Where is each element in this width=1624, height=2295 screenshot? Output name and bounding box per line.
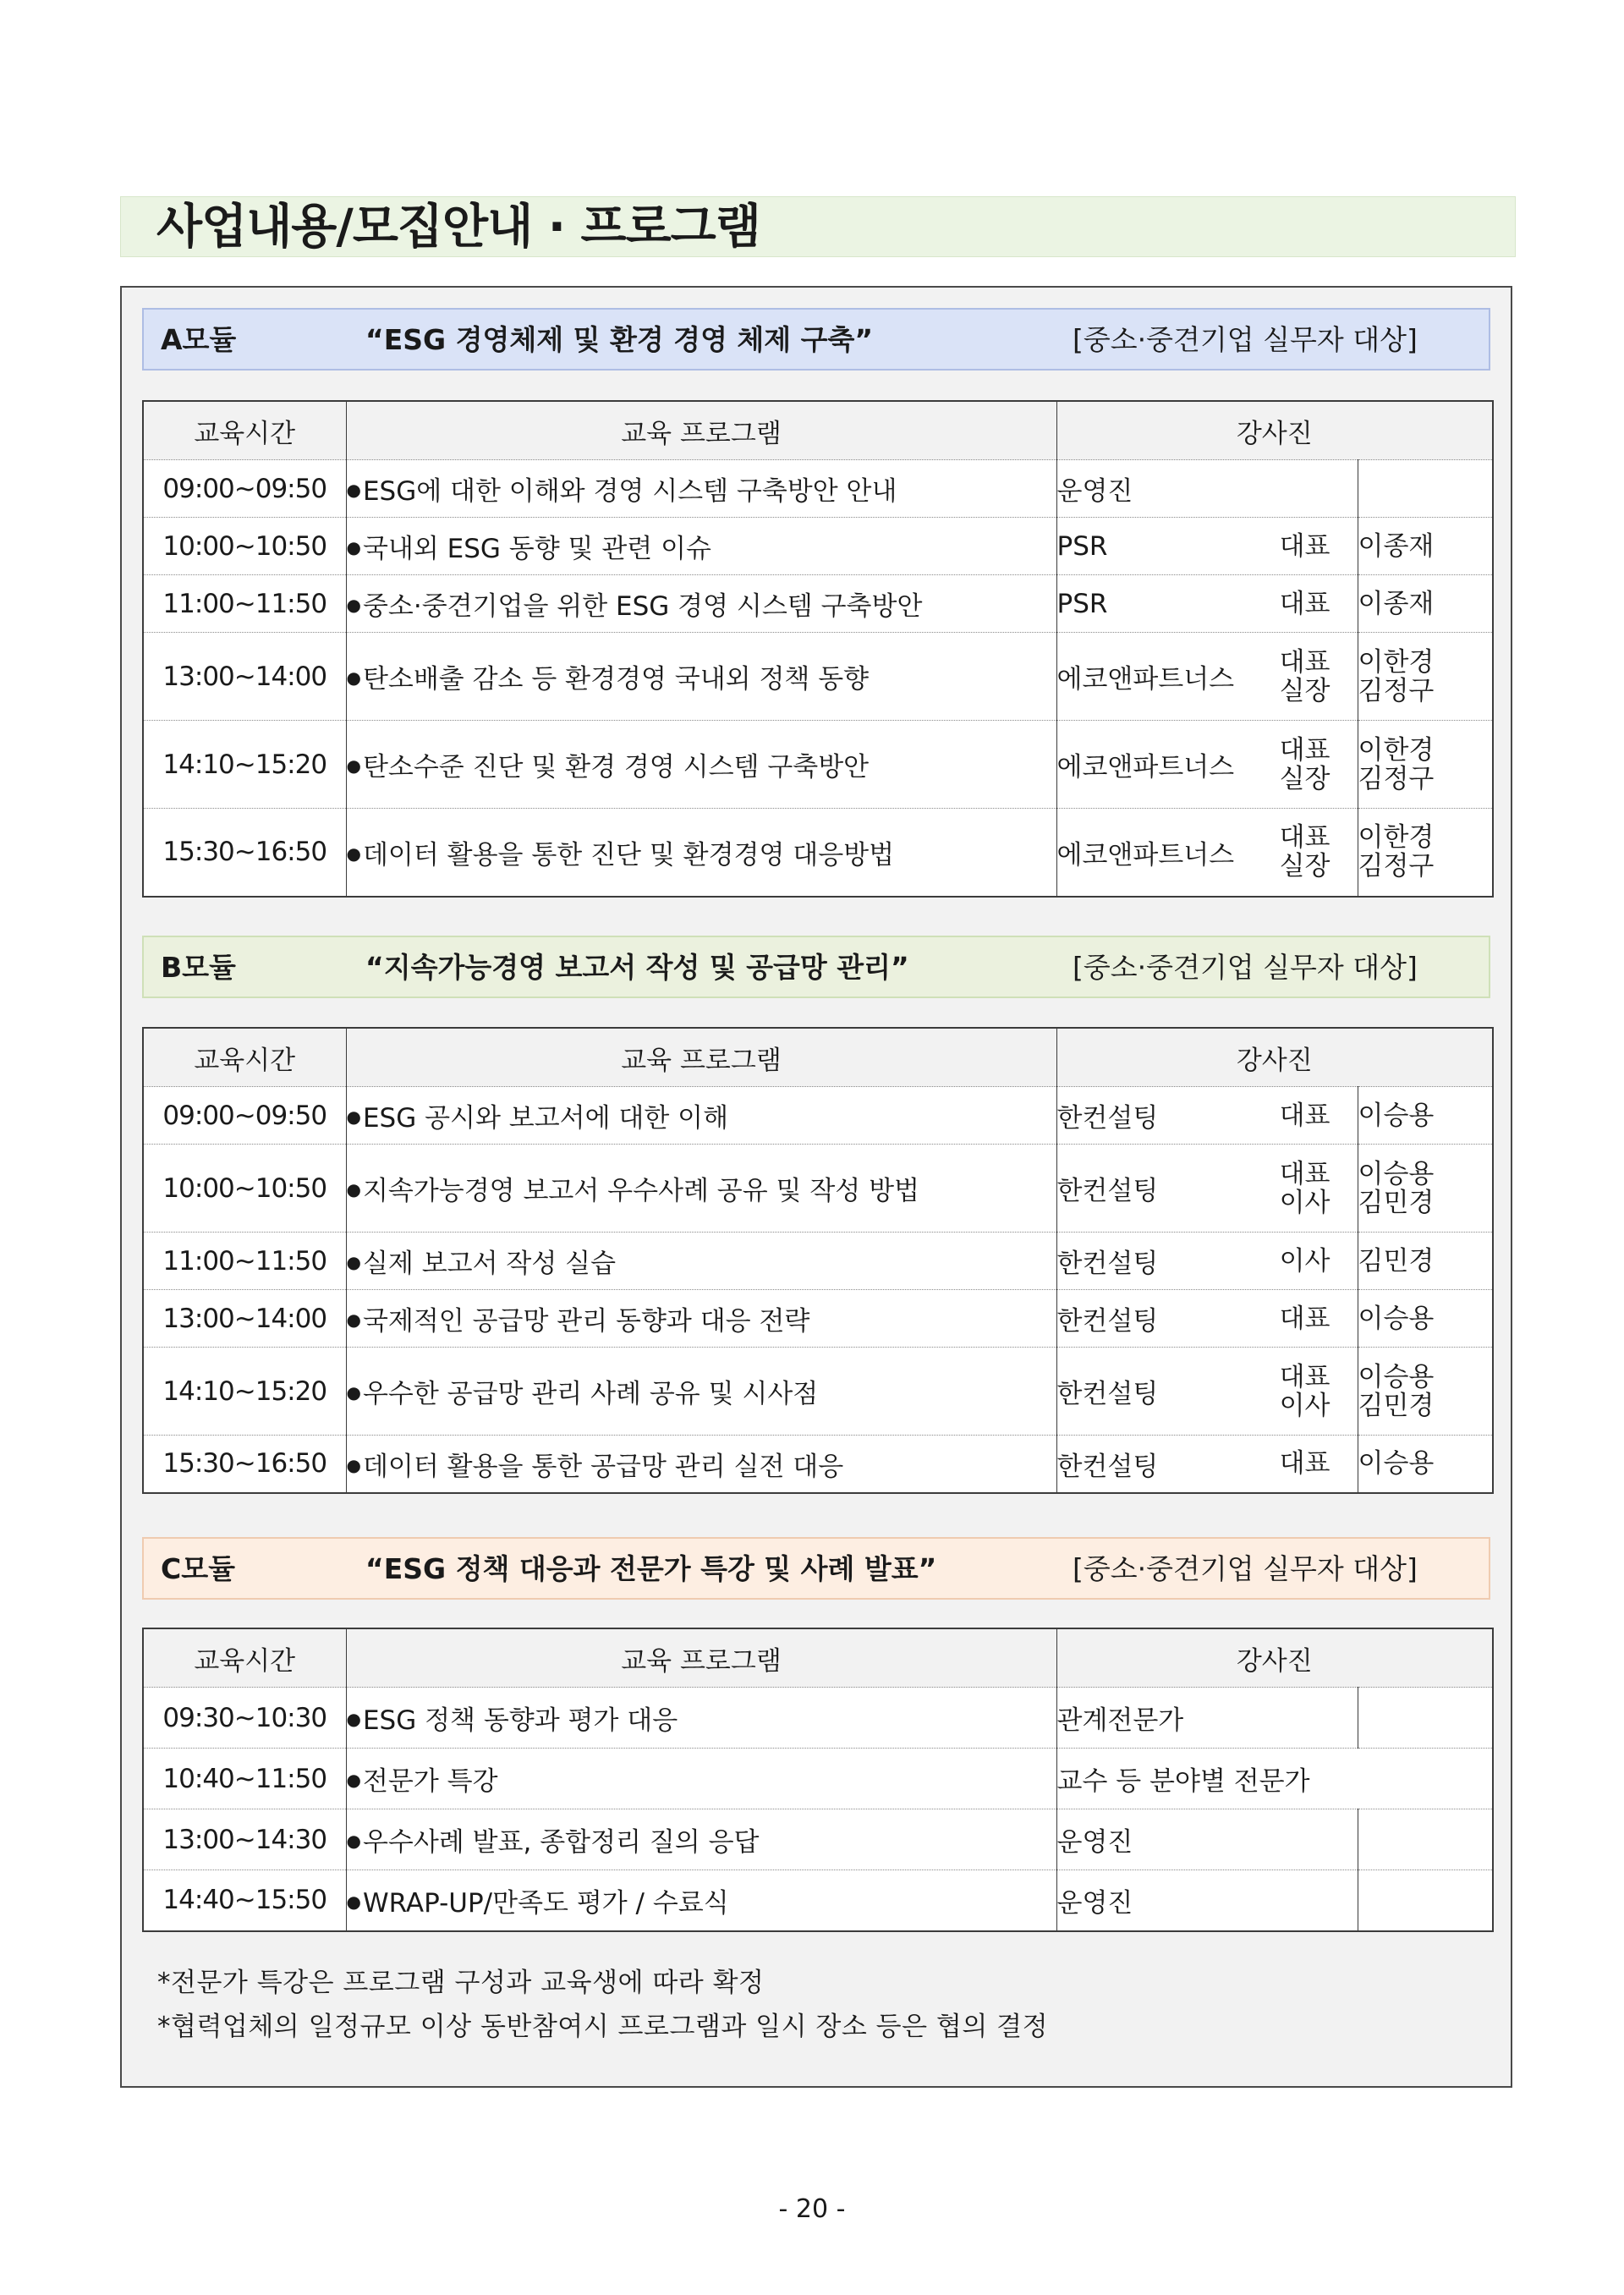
table-row: [143, 1870, 1493, 1931]
row-name: 이승용: [1358, 1087, 1493, 1145]
row-org: 교수 등 분야별 전문가: [1056, 1749, 1493, 1809]
row-name: 이종재: [1358, 575, 1493, 633]
row-org: 한컨설팅 대표 이사: [1056, 1348, 1358, 1436]
table-row: [143, 518, 1493, 575]
table-row: [143, 633, 1493, 721]
table-row: [143, 1749, 1493, 1809]
row-time: 09:30~10:30: [143, 1688, 346, 1749]
row-org: 운영진: [1056, 460, 1358, 518]
row-name: [1358, 460, 1493, 518]
module-b-header: [142, 936, 1490, 998]
row-role: 대표 실장: [1279, 734, 1330, 794]
table-row: [143, 1145, 1493, 1233]
row-org: 한컨설팅 대표 이사: [1056, 1145, 1358, 1233]
table-row: [143, 1233, 1493, 1290]
header-time: 교육시간: [143, 1028, 346, 1087]
row-time: 13:00~14:30: [143, 1809, 346, 1870]
row-time: 10:00~10:50: [143, 1145, 346, 1233]
row-role: 대표 이사: [1279, 1361, 1330, 1421]
row-org: 운영진: [1056, 1809, 1358, 1870]
row-time: 13:00~14:00: [143, 1290, 346, 1348]
row-org: 관계전문가: [1056, 1688, 1358, 1749]
bullet-icon: ●: [346, 1252, 361, 1272]
row-name: 이승용 김민경: [1358, 1348, 1493, 1436]
header-instructor: 강사진: [1056, 1628, 1493, 1688]
row-program: ●데이터 활용을 통한 공급망 관리 실전 대응: [346, 1436, 1056, 1493]
row-time: 09:00~09:50: [143, 1087, 346, 1145]
table-row: [143, 460, 1493, 518]
table-row: [143, 575, 1493, 633]
row-org: PSR 대표: [1056, 575, 1358, 633]
module-label: A모듈: [161, 323, 237, 356]
row-program: ●우수사례 발표, 종합정리 질의 응답: [346, 1809, 1056, 1870]
bullet-icon: ●: [346, 667, 361, 688]
row-program: ●지속가능경영 보고서 우수사례 공유 및 작성 방법: [346, 1145, 1056, 1233]
row-time: 11:00~11:50: [143, 575, 346, 633]
row-name: 이한경 김정구: [1358, 721, 1493, 809]
row-program: ●WRAP-UP/만족도 평가 / 수료식: [346, 1870, 1056, 1931]
row-program: ●탄소수준 진단 및 환경 경영 시스템 구축방안: [346, 721, 1056, 809]
row-program: ●탄소배출 감소 등 환경경영 국내외 정책 동향: [346, 633, 1056, 721]
bullet-icon: ●: [346, 537, 361, 557]
module-title: “ESG 정책 대응과 전문가 특강 및 사례 발표”: [365, 1552, 937, 1585]
row-name: 이승용: [1358, 1290, 1493, 1348]
bullet-icon: ●: [346, 1454, 361, 1475]
module-title: “ESG 경영체제 및 환경 경영 체제 구축”: [365, 323, 874, 356]
row-org: 에코앤파트너스 대표 실장: [1056, 809, 1358, 897]
row-role: 대표 실장: [1279, 646, 1330, 706]
header-time: 교육시간: [143, 401, 346, 460]
bullet-icon: ●: [346, 1309, 361, 1330]
table-row: [143, 1348, 1493, 1436]
row-program: ●국내외 ESG 동향 및 관련 이슈: [346, 518, 1056, 575]
row-role: 대표: [1279, 588, 1330, 619]
row-role: 대표 실장: [1279, 822, 1330, 882]
header-time: 교육시간: [143, 1628, 346, 1688]
row-role: 대표: [1279, 1100, 1330, 1131]
row-time: 14:10~15:20: [143, 1348, 346, 1436]
row-org: PSR 대표: [1056, 518, 1358, 575]
row-time: 10:00~10:50: [143, 518, 346, 575]
row-role: 대표: [1279, 1448, 1330, 1480]
row-name: 이승용 김민경: [1358, 1145, 1493, 1233]
table-row: [143, 1290, 1493, 1348]
row-name: 이한경 김정구: [1358, 633, 1493, 721]
row-org: 한컨설팅 대표: [1056, 1436, 1358, 1493]
note-line: *협력업체의 일정규모 이상 동반참여시 프로그램과 일시 장소 등은 협의 결정: [157, 2012, 1049, 2042]
row-time: 09:00~09:50: [143, 460, 346, 518]
bullet-icon: ●: [346, 1891, 361, 1912]
table-row: [143, 721, 1493, 809]
row-program: ●전문가 특강: [346, 1749, 1056, 1809]
bullet-icon: ●: [346, 1831, 361, 1851]
row-program: ●ESG 정책 동향과 평가 대응: [346, 1688, 1056, 1749]
row-role: 대표: [1279, 530, 1330, 562]
row-program: ●실제 보고서 작성 실습: [346, 1233, 1056, 1290]
module-b-table: [142, 1027, 1494, 1494]
module-audience: [중소·중견기업 실무자 대상]: [1073, 323, 1418, 356]
header-instructor: 강사진: [1056, 401, 1493, 460]
header-instructor: 강사진: [1056, 1028, 1493, 1087]
row-name: 이종재: [1358, 518, 1493, 575]
module-audience: [중소·중견기업 실무자 대상]: [1073, 951, 1418, 984]
row-org: 에코앤파트너스 대표 실장: [1056, 633, 1358, 721]
row-org: 한컨설팅 이사: [1056, 1233, 1358, 1290]
table-row: [143, 1688, 1493, 1749]
bullet-icon: ●: [346, 1709, 361, 1729]
row-role: 대표 이사: [1279, 1158, 1330, 1218]
row-org: 에코앤파트너스 대표 실장: [1056, 721, 1358, 809]
table-row: [143, 1809, 1493, 1870]
row-org: 한컨설팅 대표: [1056, 1087, 1358, 1145]
row-time: 13:00~14:00: [143, 633, 346, 721]
module-title: “지속가능경영 보고서 작성 및 공급망 관리”: [365, 951, 909, 984]
row-name: [1358, 1870, 1493, 1931]
section-title: 사업내용/모집안내 · 프로그램: [120, 196, 1516, 257]
row-time: 11:00~11:50: [143, 1233, 346, 1290]
table-row: [143, 1436, 1493, 1493]
bullet-icon: ●: [346, 755, 361, 776]
row-name: 김민경: [1358, 1233, 1493, 1290]
row-program: ●국제적인 공급망 관리 동향과 대응 전략: [346, 1290, 1056, 1348]
row-program: ●데이터 활용을 통한 진단 및 환경경영 대응방법: [346, 809, 1056, 897]
row-program: ●우수한 공급망 관리 사례 공유 및 시사점: [346, 1348, 1056, 1436]
module-a-table: [142, 400, 1494, 898]
row-time: 14:40~15:50: [143, 1870, 346, 1931]
row-role: 이사: [1279, 1245, 1330, 1277]
row-program: ●ESG에 대한 이해와 경영 시스템 구축방안 안내: [346, 460, 1056, 518]
row-time: 10:40~11:50: [143, 1749, 346, 1809]
bullet-icon: ●: [346, 595, 361, 615]
module-a-header: [142, 308, 1490, 371]
bullet-icon: ●: [346, 843, 361, 864]
note-line: *전문가 특강은 프로그램 구성과 교육생에 따라 확정: [157, 1968, 765, 1998]
table-row: [143, 1087, 1493, 1145]
row-org: 운영진: [1056, 1870, 1358, 1931]
bullet-icon: ●: [346, 1382, 361, 1403]
header-program: 교육 프로그램: [346, 401, 1056, 460]
module-label: B모듈: [161, 951, 236, 984]
row-program: ●ESG 공시와 보고서에 대한 이해: [346, 1087, 1056, 1145]
module-c-table: [142, 1628, 1494, 1932]
row-name: [1358, 1688, 1493, 1749]
module-label: C모듈: [161, 1552, 235, 1585]
header-program: 교육 프로그램: [346, 1028, 1056, 1087]
bullet-icon: ●: [346, 480, 361, 500]
row-time: 14:10~15:20: [143, 721, 346, 809]
row-name: 이한경 김정구: [1358, 809, 1493, 897]
row-program: ●중소·중견기업을 위한 ESG 경영 시스템 구축방안: [346, 575, 1056, 633]
module-c-header: [142, 1537, 1490, 1600]
row-name: [1358, 1809, 1493, 1870]
row-time: 15:30~16:50: [143, 809, 346, 897]
bullet-icon: ●: [346, 1106, 361, 1127]
row-name: 이승용: [1358, 1436, 1493, 1493]
row-org: 한컨설팅 대표: [1056, 1290, 1358, 1348]
table-row: [143, 809, 1493, 897]
page-number: - 20 -: [778, 2194, 846, 2224]
bullet-icon: ●: [346, 1179, 361, 1200]
module-audience: [중소·중견기업 실무자 대상]: [1073, 1552, 1418, 1585]
header-program: 교육 프로그램: [346, 1628, 1056, 1688]
row-role: 대표: [1279, 1303, 1330, 1334]
row-time: 15:30~16:50: [143, 1436, 346, 1493]
bullet-icon: ●: [346, 1770, 361, 1790]
